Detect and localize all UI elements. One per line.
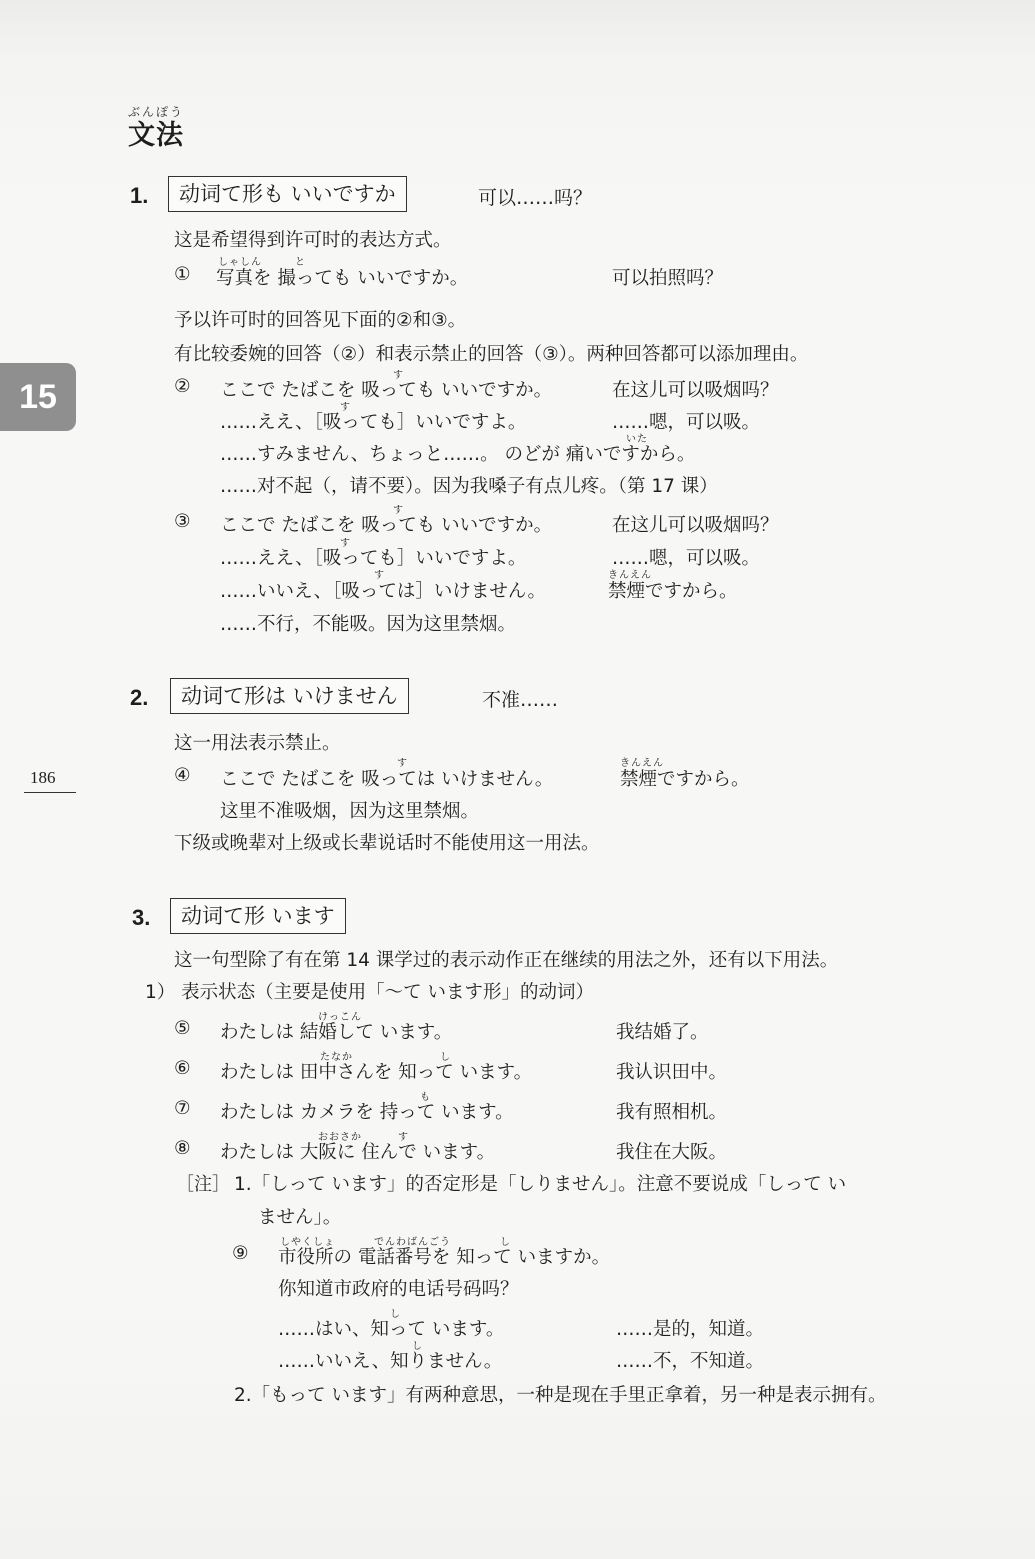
section-2-intro: 这一用法表示禁止。 <box>174 733 341 754</box>
section-1-pattern-box: 动词て形も いいですか <box>168 176 407 212</box>
ruby: し <box>440 1052 451 1063</box>
example-5-chinese: 我结婚了。 <box>616 1022 709 1043</box>
example-8-chinese: 我住在大阪。 <box>616 1142 728 1163</box>
chapter-tab: 15 <box>0 363 76 431</box>
example-2-reply-1-chinese: ……嗯，可以吸。 <box>612 412 761 433</box>
example-4-japanese: ここで たばこを 吸っては いけません。 <box>220 769 554 790</box>
example-1-japanese: 写真を 撮っても いいですか。 <box>216 268 469 289</box>
example-9-reply-1-chinese: ……是的，知道。 <box>616 1319 765 1340</box>
example-8-japanese: わたしは 大阪に 住んで います。 <box>220 1142 496 1163</box>
page-number: 186 <box>30 768 56 787</box>
section-3-subheading-1: 1） 表示状态（主要是使用「～て います形」的动词） <box>145 982 595 1003</box>
section-1-meaning: 可以……吗？ <box>478 187 593 209</box>
ruby: きんえん <box>620 758 664 769</box>
example-3-chinese: 在这儿可以吸烟吗？ <box>612 515 779 536</box>
ruby: す <box>374 570 385 581</box>
section-2-note: 下级或晚辈对上级或长辈说话时不能使用这一用法。 <box>174 833 600 854</box>
section-1-intro: 这是希望得到许可时的表达方式。 <box>174 230 452 251</box>
section-3-number: 3. <box>132 905 151 930</box>
example-2-reply-2: ……すみません、ちょっと……。 のどが 痛いですから。 <box>220 444 696 465</box>
ruby: も <box>420 1092 431 1103</box>
example-7-japanese: わたしは カメラを 持って います。 <box>220 1102 514 1123</box>
page-number-underline <box>24 792 76 793</box>
example-4-mark: ④ <box>174 765 191 786</box>
note-2: 2.「もって います」有两种意思，一种是现在手里正拿着，另一种是表示拥有。 <box>234 1385 887 1406</box>
note-tag: ［注］ <box>176 1174 230 1195</box>
ruby: と <box>295 257 306 268</box>
ruby: おおさか <box>318 1132 362 1143</box>
ruby: す <box>340 402 351 413</box>
title-ruby: ぶんぽう <box>128 105 185 119</box>
example-3-reply-1-chinese: ……嗯，可以吸。 <box>612 548 761 569</box>
ruby: でんわばんごう <box>374 1237 451 1248</box>
section-1-line-3: 有比较委婉的回答（②）和表示禁止的回答（③）。两种回答都可以添加理由。 <box>174 344 809 365</box>
example-4-chinese: 这里不准吸烟，因为这里禁烟。 <box>220 801 480 822</box>
section-3-pattern-box: 动词て形 います <box>170 898 346 934</box>
example-6-mark: ⑥ <box>174 1058 191 1079</box>
example-3-reply-1: ……ええ、［吸っても］いいですよ。 <box>220 548 527 569</box>
ruby: す <box>393 505 404 516</box>
example-2-reply-2-chinese: ……对不起（，请不要）。因为我嗓子有点儿疼。（第 17 课） <box>220 476 718 497</box>
ruby: けっこん <box>318 1012 362 1023</box>
example-4-tail: 禁煙ですから。 <box>620 769 750 790</box>
example-5-mark: ⑤ <box>174 1018 191 1039</box>
ruby: し <box>412 1341 423 1352</box>
ruby: す <box>397 758 408 769</box>
example-6-japanese: わたしは 田中さんを 知って います。 <box>220 1062 533 1083</box>
example-2-japanese: ここで たばこを 吸っても いいですか。 <box>220 380 553 401</box>
section-1-line-2: 予以许可时的回答见下面的②和③。 <box>174 310 467 331</box>
example-9-japanese: 市役所の 電話番号を 知って いますか。 <box>278 1247 611 1268</box>
note-1-line-b: ません」。 <box>258 1207 342 1228</box>
example-9-chinese: 你知道市政府的电话号码吗？ <box>278 1279 519 1300</box>
example-3-mark: ③ <box>174 511 191 532</box>
example-9-mark: ⑨ <box>232 1243 249 1264</box>
example-5-japanese: わたしは 結婚して います。 <box>220 1022 453 1043</box>
section-2-meaning: 不准…… <box>482 689 559 711</box>
ruby: す <box>393 370 404 381</box>
ruby: し <box>390 1309 401 1320</box>
ruby: し <box>500 1237 511 1248</box>
section-2-pattern-box: 动词て形は いけません <box>170 678 409 714</box>
example-7-chinese: 我有照相机。 <box>616 1102 728 1123</box>
ruby: いた <box>626 434 648 445</box>
section-3-intro: 这一句型除了有在第 14 课学过的表示动作正在继续的用法之外，还有以下用法。 <box>174 950 839 971</box>
example-8-mark: ⑧ <box>174 1138 191 1159</box>
example-3-reply-2: ……いいえ、［吸っては］いけません。 <box>220 581 546 602</box>
section-2-number: 2. <box>130 685 149 710</box>
example-2-reply-1: ……ええ、［吸っても］いいですよ。 <box>220 412 527 433</box>
example-9-reply-2: ……いいえ、知りません。 <box>278 1351 503 1372</box>
example-2-chinese: 在这儿可以吸烟吗？ <box>612 380 779 401</box>
example-7-mark: ⑦ <box>174 1098 191 1119</box>
ruby: しゃしん <box>218 257 262 268</box>
ruby: きんえん <box>608 570 652 581</box>
example-3-reply-2-chinese: ……不行，不能吸。因为这里禁烟。 <box>220 614 517 635</box>
note-1-line-a: 1.「しって います」的否定形是「しりません」。注意不要说成「しって い <box>234 1174 847 1195</box>
example-1-chinese: 可以拍照吗？ <box>612 268 724 289</box>
page-title: 文法 <box>128 120 184 151</box>
example-9-reply-2-chinese: ……不，不知道。 <box>616 1351 765 1372</box>
example-6-chinese: 我认识田中。 <box>616 1062 728 1083</box>
example-1-mark: ① <box>174 264 191 285</box>
ruby: す <box>340 538 351 549</box>
ruby: す <box>398 1132 409 1143</box>
ruby: しやくしょ <box>280 1237 335 1248</box>
example-2-mark: ② <box>174 376 191 397</box>
example-3-japanese: ここで たばこを 吸っても いいですか。 <box>220 515 553 536</box>
section-1-number: 1. <box>130 183 149 208</box>
example-3-reply-2-tail: 禁煙ですから。 <box>608 581 738 602</box>
example-9-reply-1: ……はい、知って います。 <box>278 1319 505 1340</box>
ruby: たなか <box>320 1052 353 1063</box>
